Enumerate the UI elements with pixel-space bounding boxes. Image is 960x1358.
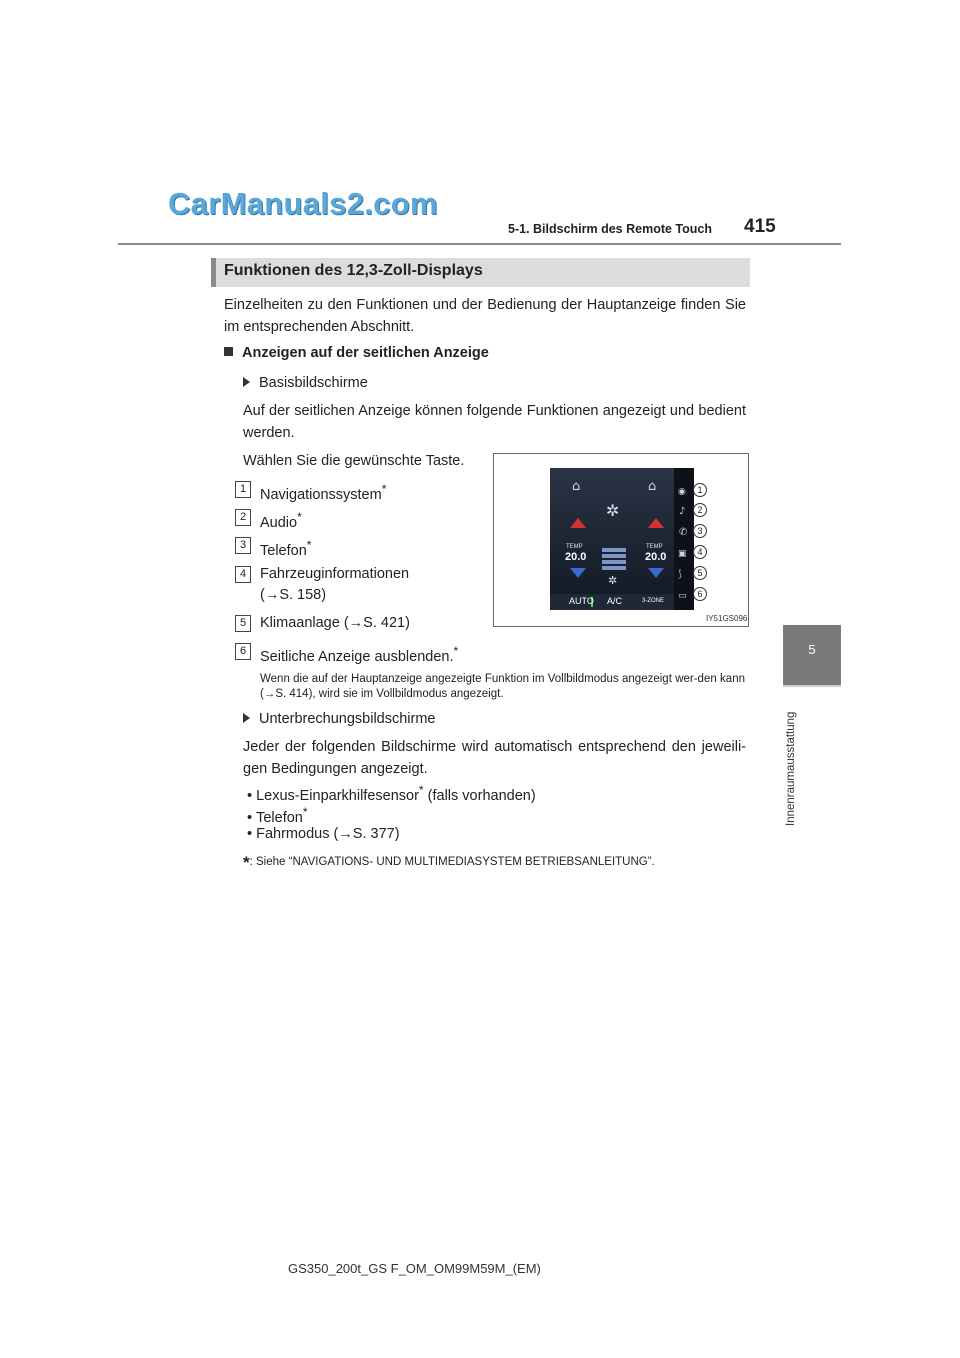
seat-heater-right-icon: ⌂ xyxy=(648,479,657,494)
climate-screen-graphic xyxy=(550,468,694,610)
header-rule xyxy=(118,243,841,245)
dot-bullet-icon: • xyxy=(247,809,253,826)
item-number-2: 2 xyxy=(235,509,251,526)
basis-title: Basisbildschirme xyxy=(259,375,368,391)
item-3-asterisk: * xyxy=(306,538,312,552)
item-number-5: 5 xyxy=(235,615,251,632)
temp-label-right: TEMP xyxy=(646,544,663,550)
item-2-text: Audio xyxy=(260,514,298,531)
chapter-tab-rule xyxy=(783,685,841,687)
page-number: 415 xyxy=(744,216,776,237)
temp-value-left: 20.0 xyxy=(565,551,587,563)
interrupt-bullet-1-text: Lexus-Einparkhilfesensor xyxy=(256,787,419,804)
basis-paragraph-2: Wählen Sie die gewünschte Taste. xyxy=(243,453,465,469)
triangle-bullet-icon xyxy=(243,377,250,387)
footer-code: GS350_200t_GS F_OM_OM99M59M_(EM) xyxy=(288,1261,541,1276)
svg-text:♪: ♪ xyxy=(679,506,686,517)
interrupt-title: Unterbrechungsbildschirme xyxy=(259,711,436,727)
fan-low-icon: ✲ xyxy=(608,574,618,587)
item-3-text: Telefon xyxy=(260,542,307,559)
watermark-logo: CarManuals2.com xyxy=(168,186,438,221)
item-6-text: Seitliche Anzeige ausblenden. xyxy=(260,648,454,665)
svg-text:◉: ◉ xyxy=(678,487,686,497)
callout-6: 6 xyxy=(693,587,707,601)
svg-text:▭: ▭ xyxy=(678,591,687,601)
item-6 xyxy=(260,640,458,668)
fan-icon: ✲ xyxy=(606,501,620,520)
footnote-text: : Siehe “NAVIGATIONS- UND MULTIMEDIASYSTEM BETRIEBSANLEITUNG”. xyxy=(249,856,655,868)
item-number-6: 6 xyxy=(235,643,251,660)
svg-text:✆: ✆ xyxy=(679,527,688,538)
basis-paragraph-1: Auf der seitlichen Anzeige können folgende Funktionen angezeigt und bedient werden. xyxy=(243,403,746,441)
item-1-text: Navigationssystem xyxy=(260,486,382,503)
dot-bullet-icon: • xyxy=(247,826,253,842)
note-text: Wenn die auf der Hauptanzeige angezeigte Funktion im Vollbildmodus angezeigt wer-den kann (→S. 414), wird sie im Vollbildmodus angezeigt. xyxy=(260,673,745,700)
subheading xyxy=(224,345,489,361)
interrupt-bullet-1-asterisk: * xyxy=(418,783,424,797)
section-title: Funktionen des 12,3-Zoll-Displays xyxy=(224,262,483,279)
svg-text:⟆: ⟆ xyxy=(678,569,682,580)
seat-heater-left-icon: ⌂ xyxy=(572,479,581,494)
ac-button: A/C xyxy=(607,596,623,606)
square-bullet-icon xyxy=(224,347,233,356)
intro-paragraph: Einzelheiten zu den Funktionen und der Bedienung der Hauptanzeige finden Sie im entsprechenden Abschnitt. xyxy=(224,297,746,335)
svg-text:▣: ▣ xyxy=(678,549,687,559)
item-number-3: 3 xyxy=(235,537,251,554)
item-2-asterisk: * xyxy=(297,510,302,524)
item-4-text: Fahrzeuginformationen xyxy=(260,566,410,582)
climate-screen xyxy=(550,468,694,610)
item-5-text: Klimaanlage (→S. 421) xyxy=(260,615,410,631)
interrupt-bullet-1-suffix: (falls vorhanden) xyxy=(423,787,536,804)
three-zone-button: 3-ZONE xyxy=(642,598,665,604)
header-section-title: 5-1. Bildschirm des Remote Touch xyxy=(508,222,712,236)
callout-5: 5 xyxy=(693,566,707,580)
chapter-title: Innenraumausstattung xyxy=(785,711,797,826)
interrupt-bullet-3-text: Fahrmodus (→S. 377) xyxy=(256,826,400,842)
interrupt-paragraph: Jeder der folgenden Bildschirme wird automatisch entsprechend den jeweili-gen Bedingungen angezeigt. xyxy=(243,739,746,777)
interrupt-bullet-2-text: Telefon xyxy=(256,809,303,826)
temp-label-left: TEMP xyxy=(566,544,583,550)
item-6-asterisk: * xyxy=(453,644,459,658)
interrupt-heading xyxy=(243,708,436,730)
dot-bullet-icon: • xyxy=(247,787,253,804)
figure-code: IY51GS096 xyxy=(706,614,748,623)
chapter-number: 5 xyxy=(808,642,816,657)
item-1-asterisk: * xyxy=(381,482,387,496)
item-2 xyxy=(260,506,302,534)
callout-2: 2 xyxy=(693,503,707,517)
interrupt-bullet-3 xyxy=(247,823,400,845)
item-1 xyxy=(260,478,386,506)
temp-value-right: 20.0 xyxy=(645,551,667,563)
item-number-4: 4 xyxy=(235,566,251,583)
interrupt-bullet-2-asterisk: * xyxy=(302,805,308,819)
callout-3: 3 xyxy=(693,524,707,538)
callout-4: 4 xyxy=(693,545,707,559)
item-number-1: 1 xyxy=(235,481,251,498)
subheading-text: Anzeigen auf der seitlichen Anzeige xyxy=(242,345,489,361)
item-3 xyxy=(260,534,311,562)
item-4-ref: (→S. 158) xyxy=(260,587,327,603)
footnote-mark: * xyxy=(243,853,250,872)
footnote xyxy=(243,850,655,870)
auto-button: AUTO xyxy=(569,596,594,606)
basis-heading xyxy=(243,372,368,394)
callout-1: 1 xyxy=(693,483,707,497)
triangle-bullet-icon xyxy=(243,713,250,723)
